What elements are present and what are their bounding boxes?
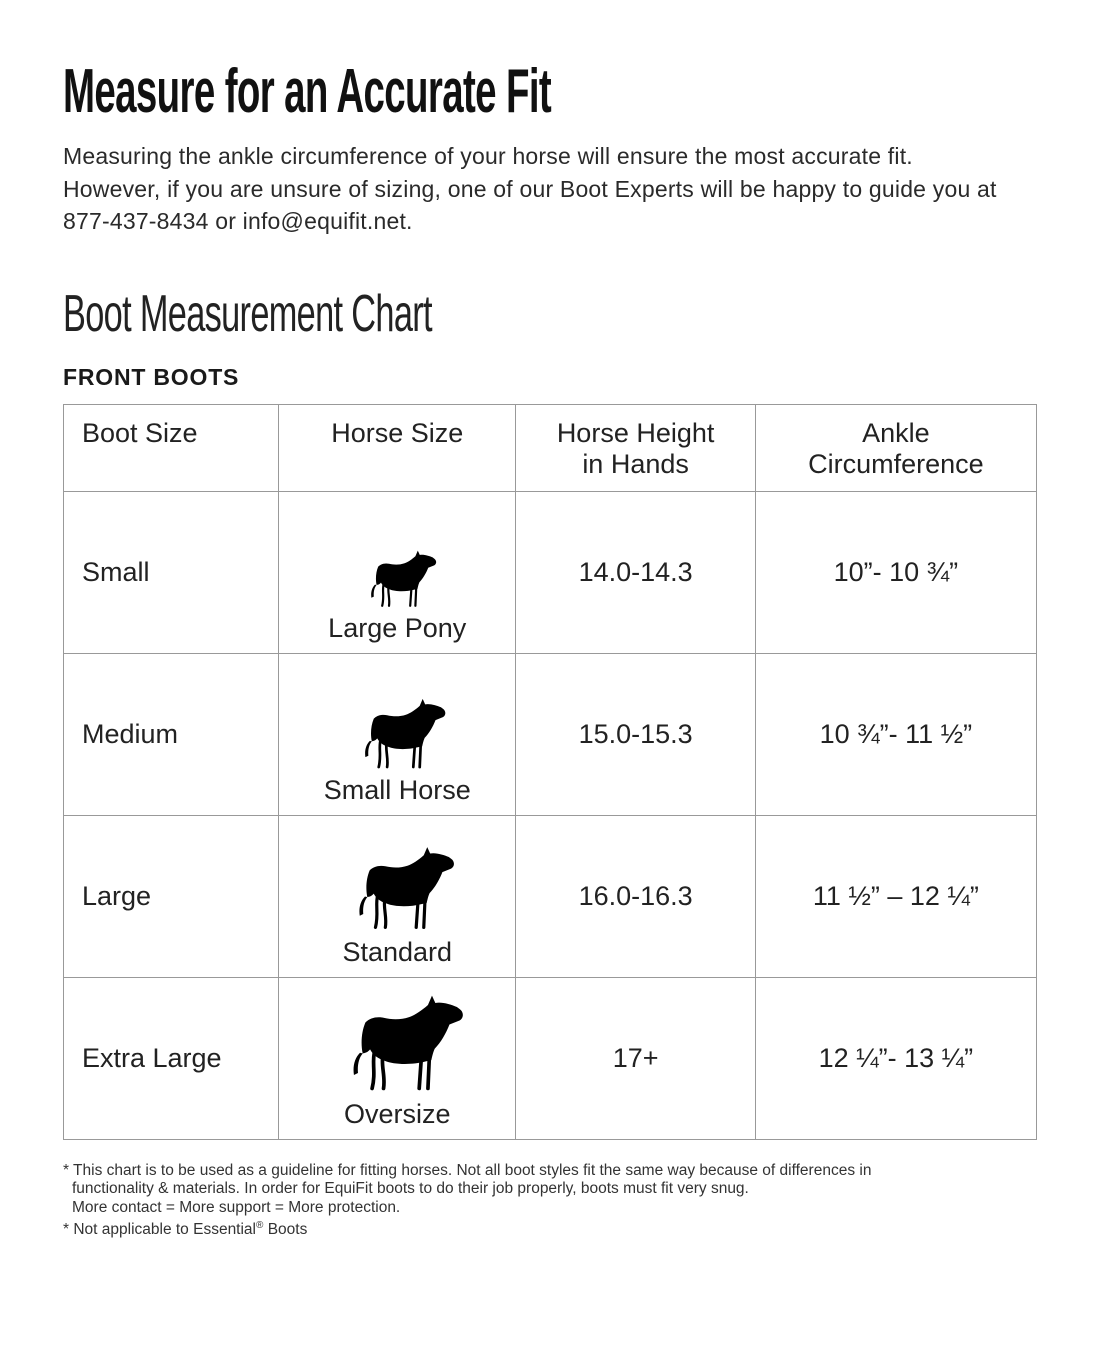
horse-silhouette-icon [349,545,445,609]
horse-size-cell [279,491,516,653]
table-row [64,977,1037,1139]
horse-silhouette-icon [333,838,461,933]
boot-measurement-table [63,404,1037,1140]
table-row [64,491,1037,653]
boot-size-cell: Extra Large [64,977,279,1139]
horse-size-cell [279,815,516,977]
subsection-front-boots: FRONT BOOTS [63,363,240,390]
footnote-line: More contact = More support = More protection. [72,1198,401,1216]
horse-height-cell: 14.0-14.3 [516,491,755,653]
column-header-boot-size: Boot Size [64,404,279,491]
ankle-circumference-cell: 10”- 10 ¾” [755,491,1036,653]
registered-mark: ® [256,1220,264,1231]
horse-size-label: Standard [342,936,453,967]
footnote-line: functionality & materials. In order for EquiFit boots to do their job properly, boots must fit very snug. [72,1180,749,1197]
horse-silhouette-icon [342,692,452,771]
ankle-circumference-cell: 12 ¼”- 13 ¼” [755,977,1036,1139]
horse-height-cell: 17+ [516,977,755,1139]
horse-height-cell: 15.0-15.3 [516,653,755,815]
ankle-circumference-cell: 11 ½” – 12 ¼” [755,815,1036,977]
column-header-horse-height: Horse Height in Hands [516,404,755,491]
column-header-horse-size: Horse Size [279,404,516,491]
horse-size-label: Oversize [343,1098,451,1129]
footnote-line: * Not applicable to Essential® Boots [63,1220,308,1239]
horse-height-cell: 16.0-16.3 [516,815,755,977]
table-header-row [64,404,1037,491]
horse-silhouette-icon [323,985,471,1095]
footnote-line: * This chart is to be used as a guideline for fitting horses. Not all boot styles fit the same way because of differences in [63,1161,872,1179]
column-header-ankle-circumference: Ankle Circumference [755,404,1036,491]
page-title: Measure for an Accurate Fit [63,57,552,126]
boot-size-cell: Medium [64,653,279,815]
page [0,56,1100,1240]
horse-size-label: Large Pony [328,612,467,643]
horse-size-label: Small Horse [323,774,471,805]
boot-size-cell: Small [64,491,279,653]
boot-size-cell: Large [64,815,279,977]
table-row [64,653,1037,815]
section-title: Boot Measurement Chart [63,284,432,343]
intro-paragraph: Measuring the ankle circumference of your horse will ensure the most accurate fit. However, if you are unsure of sizing, one of our Boot Experts will be happy to guide you at 877-437-8434 or info@equifit.net. [63,143,997,234]
horse-size-cell [279,653,516,815]
footnotes [63,1162,1040,1240]
horse-size-cell [279,977,516,1139]
table-row [64,815,1037,977]
ankle-circumference-cell: 10 ¾”- 11 ½” [755,653,1036,815]
